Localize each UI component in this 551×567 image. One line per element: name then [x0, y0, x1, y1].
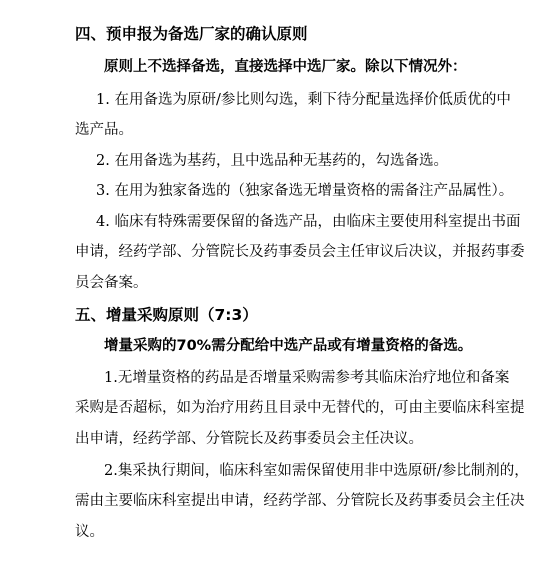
section-4-item-1-line-1: 1. 在用备选为原研/参比则勾选，剩下待分配量选择价低质优的中 — [96, 92, 511, 108]
section-4-heading: 四、预申报为备选厂家的确认原则 — [75, 25, 308, 43]
section-5-item-1-line-1: 1.无增量资格的药品是否增量采购需参考其临床治疗地位和备案 — [104, 370, 510, 386]
section-4-item-1-line-2: 选产品。 — [75, 122, 133, 138]
section-4-item-4-line-2: 申请，经药学部、分管院长及药事委员会主任审议后决议，并报药事委 — [75, 244, 525, 260]
section-4-item-4-line-1: 4. 临床有特殊需要保留的备选产品，由临床主要使用科室提出书面 — [96, 214, 521, 230]
section-5-item-1-line-3: 出申请，经药学部、分管院长及药事委员会主任决议。 — [75, 431, 423, 447]
section-5-item-2-line-2: 需由主要临床科室提出申请，经药学部、分管院长及药事委员会主任决 — [75, 493, 525, 509]
section-4-principle: 原则上不选择备选，直接选择中选厂家。除以下情况外： — [104, 59, 467, 75]
section-5-item-1-line-2: 采购是否超标，如为治疗用药且目录中无替代的，可由主要临床科室提 — [75, 400, 525, 416]
section-4-item-2-line-1: 2. 在用备选为基药，且中选品种无基药的，勾选备选。 — [96, 153, 448, 169]
section-5-heading: 五、增量采购原则（7:3） — [75, 306, 258, 324]
section-4-item-4-line-3: 员会备案。 — [75, 275, 148, 291]
section-5-principle: 增量采购的70%需分配给中选产品或有增量资格的备选。 — [104, 338, 473, 354]
section-4-item-3-line-1: 3. 在用为独家备选的（独家备选无增量资格的需备注产品属性）。 — [96, 183, 514, 199]
section-5-item-2-line-1: 2.集采执行期间，临床科室如需保留使用非中选原研/参比制剂的， — [104, 463, 529, 479]
section-5-item-2-line-3: 议。 — [75, 524, 104, 540]
